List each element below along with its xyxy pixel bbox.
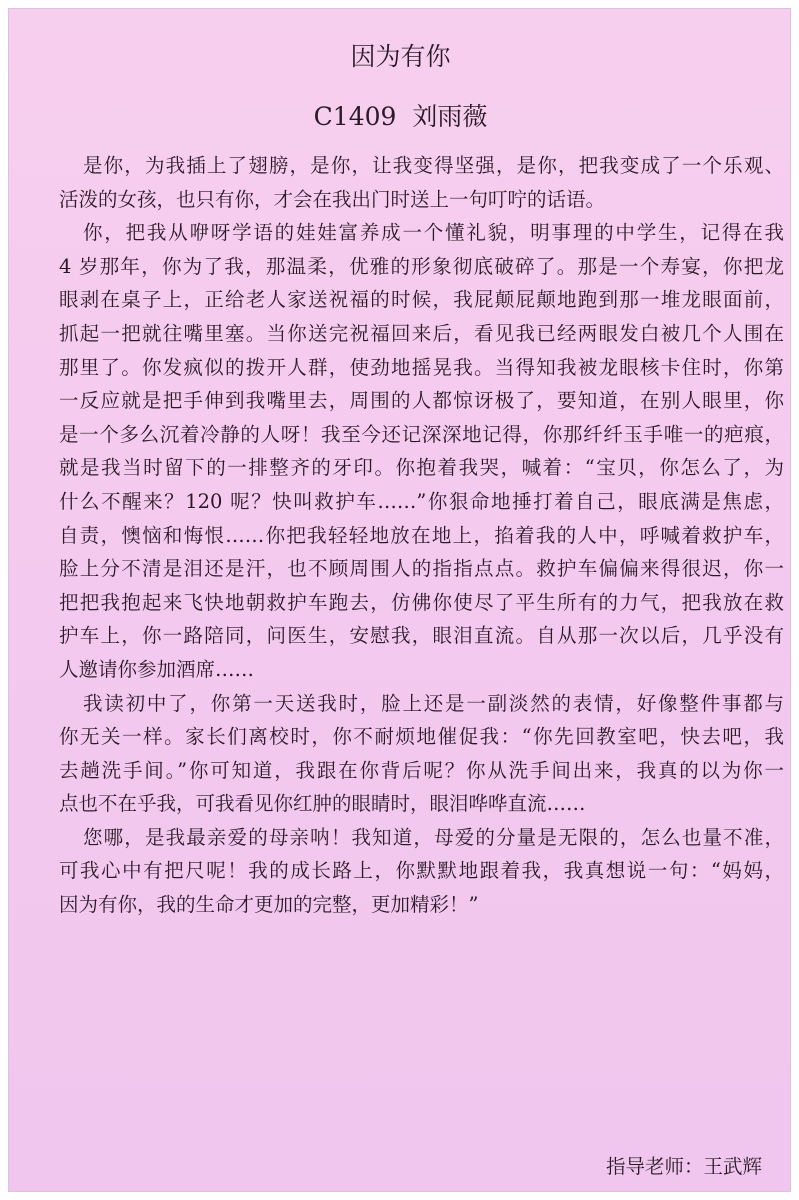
text-line: 一反应就是把手伸到我嘴里去，周围的人都惊讶极了，要知道，在别人眼里，你 (59, 389, 784, 413)
essay-body (59, 149, 784, 922)
text-line: 那里了。你发疯似的拨开人群，使劲地摇晃我。当得知我被龙眼核卡住时，你第 (59, 355, 784, 379)
text-line: 4 岁那年，你为了我，那温柔，优雅的形象彻底破碎了。那是一个寿宴，你把龙 (59, 254, 784, 278)
author-byline: C1409 刘雨薇 (313, 102, 488, 131)
text-line: 你，把我从咿呀学语的娃娃富养成一个懂礼貌，明事理的中学生，记得在我 (83, 221, 784, 245)
text-line: 抓起一把就往嘴里塞。当你送完祝福回来后，看见我已经两眼发白被几个人围在 (59, 321, 784, 345)
text-line: 眼剥在桌子上，正给老人家送祝福的时候，我屁颠屁颠地跑到那一堆龙眼面前， (59, 288, 784, 312)
text-line: 人邀请你参加酒席…… (59, 657, 255, 681)
text-line: 活泼的女孩，也只有你，才会在我出门时送上一句叮咛的话语。 (59, 187, 606, 211)
text-line: 去趟洗手间。”你可知道，我跟在你背后呢？你从洗手间出来，我真的以为你一 (59, 758, 784, 782)
text-line: 什么不醒来？120 呢？快叫救护车……”你狠命地捶打着自己，眼底满是焦虑， (59, 489, 784, 513)
text-line: 脸上分不清是泪还是汗，也不顾周围人的指指点点。救护车偏偏来得很迟，你一 (59, 557, 784, 581)
text-line: 把把我抱起来飞快地朝救护车跑去，仿佛你使尽了平生所有的力气，把我放在救 (59, 590, 784, 614)
paragraph-3 (59, 687, 784, 821)
text-line: 你无关一样。家长们离校时，你不耐烦地催促我：“你先回教室吧，快去吧，我 (59, 725, 784, 749)
text-line: 护车上，你一路陪同，问医生，安慰我，眼泪直流。自从那一次以后，几乎没有 (59, 624, 784, 648)
paper-page (8, 8, 791, 1192)
text-line: 是一个多么沉着冷静的人呀！我至今还记深深地记得，你那纤纤玉手唯一的疤痕， (59, 422, 784, 446)
text-line: 我读初中了，你第一天送我时，脸上还是一副淡然的表情，好像整件事都与 (83, 691, 784, 715)
essay-title: 因为有你 (350, 42, 451, 71)
text-line: 点也不在乎我，可我看见你红肿的眼睛时，眼泪哗哗直流…… (59, 792, 586, 816)
teacher-signature: 指导老师：王武辉 (605, 1155, 762, 1178)
paragraph-1 (59, 149, 784, 216)
paragraph-4 (59, 821, 784, 922)
paragraph-2 (59, 216, 784, 686)
text-line: 就是我当时留下的一排整齐的牙印。你抱着我哭，喊着：“宝贝，你怎么了，为 (59, 456, 784, 480)
text-line: 是你，为我插上了翅膀，是你，让我变得坚强，是你，把我变成了一个乐观、 (83, 154, 784, 177)
text-line: 您哪，是我最亲爱的母亲呐！我知道，母爱的分量是无限的，怎么也量不准， (83, 825, 784, 849)
text-line: 可我心中有把尺呢！我的成长路上，你默默地跟着我，我真想说一句：“妈妈， (59, 859, 784, 883)
text-line: 因为有你，我的生命才更加的完整，更加精彩！” (59, 893, 479, 917)
text-line: 自责，懊恼和悔恨……你把我轻轻地放在地上，掐着我的人中，呼喊着救护车， (59, 523, 784, 547)
